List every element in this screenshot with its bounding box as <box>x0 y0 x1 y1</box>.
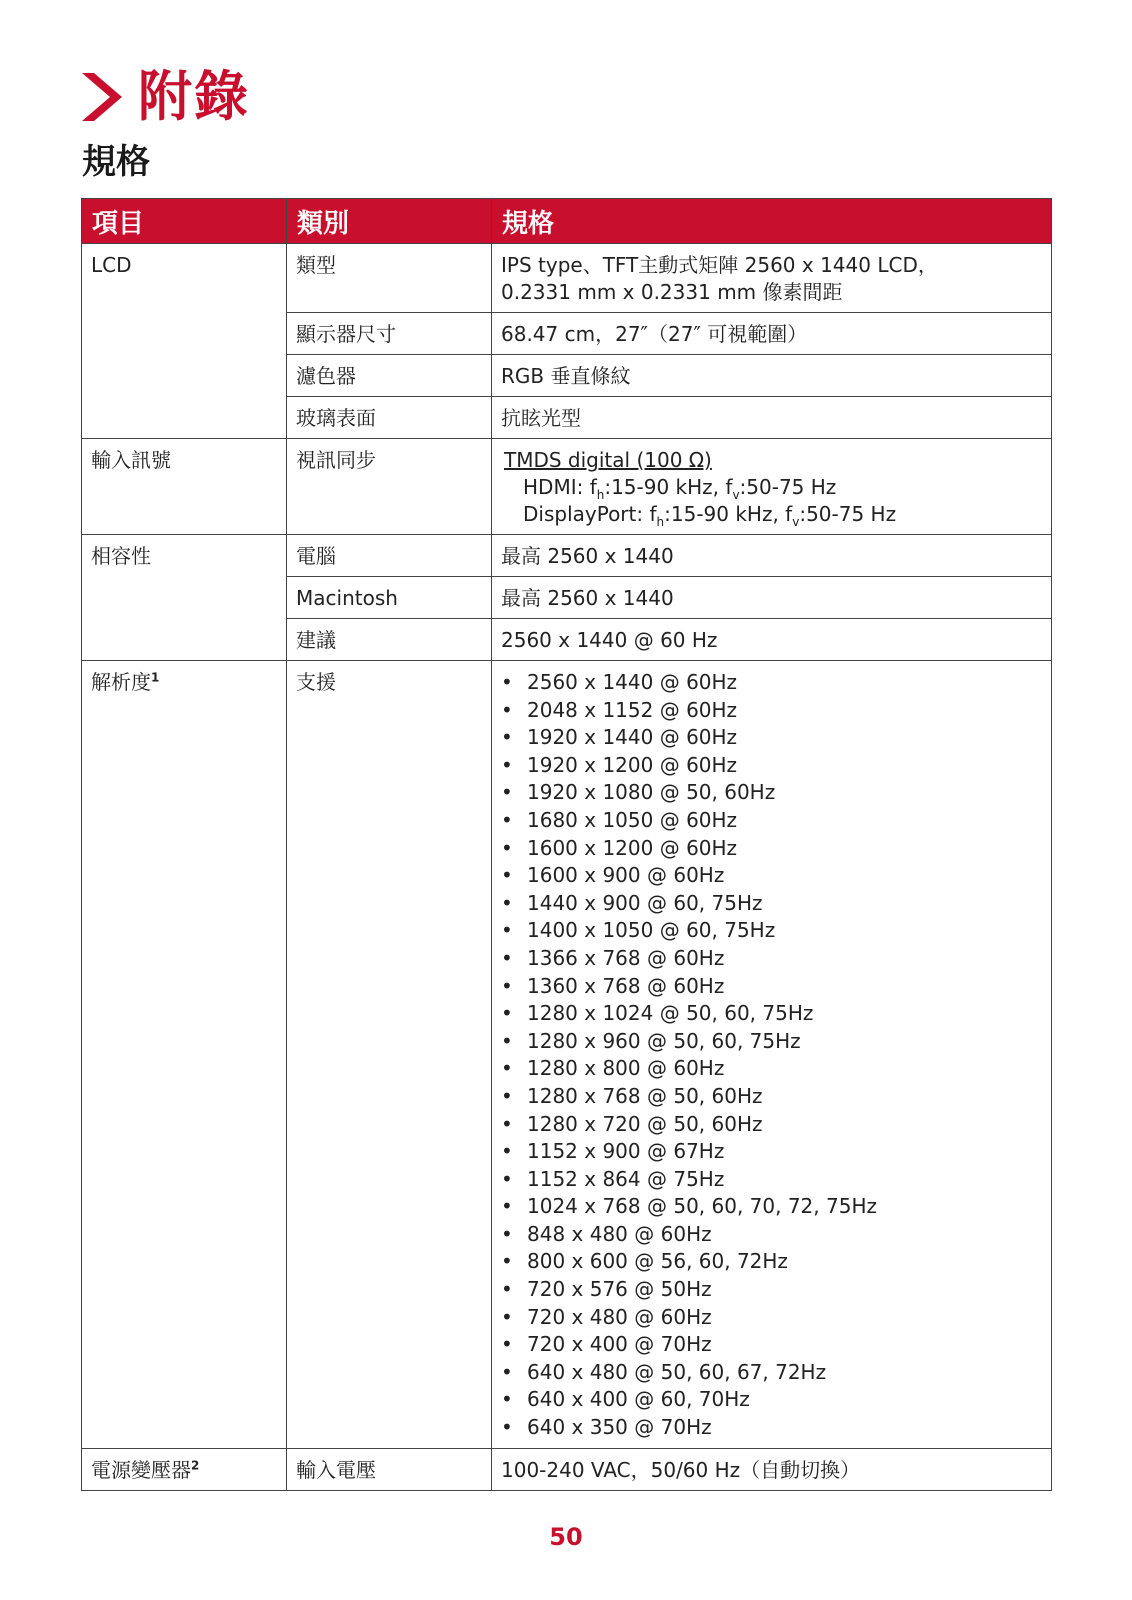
resolution-mode: 720 x 400 @ 70Hz <box>527 1332 712 1357</box>
spec-cell: 最高 2560 x 1440 <box>492 535 1052 577</box>
category-cell: 建議 <box>287 619 492 661</box>
bullet-icon: • <box>501 807 513 832</box>
bullet-icon: • <box>501 697 513 722</box>
resolution-mode: 1152 x 900 @ 67Hz <box>527 1139 725 1164</box>
resolution-mode: 1680 x 1050 @ 60Hz <box>527 807 738 832</box>
displayport-line <box>501 501 1042 528</box>
list-item <box>501 1386 1042 1414</box>
item-cell-lcd: LCD <box>82 244 287 313</box>
table-row <box>82 397 1052 439</box>
resolution-mode: 2560 x 1440 @ 60Hz <box>527 670 738 694</box>
spec-line: IPS type、TFT主動式矩陣 2560 x 1440 LCD， <box>501 253 938 277</box>
resolution-mode: 1920 x 1080 @ 50, 60Hz <box>527 780 776 805</box>
bullet-icon: • <box>501 945 513 970</box>
resolution-mode: 1280 x 800 @ 60Hz <box>527 1056 725 1081</box>
list-item <box>501 1083 1042 1111</box>
list-item <box>501 1193 1042 1221</box>
list-item <box>501 1138 1042 1166</box>
list-item <box>501 1221 1042 1249</box>
resolution-mode: 720 x 576 @ 50Hz <box>527 1277 712 1302</box>
bullet-icon: • <box>501 1221 513 1246</box>
footnote-marker: 1 <box>151 670 160 685</box>
list-item <box>501 1111 1042 1139</box>
item-cell-empty <box>82 355 287 397</box>
header-item: 項目 <box>82 199 287 244</box>
list-item <box>501 1304 1042 1332</box>
spec-cell: 100-240 VAC，50/60 Hz（自動切換） <box>492 1448 1052 1490</box>
list-item <box>501 1414 1042 1442</box>
resolution-mode: 1400 x 1050 @ 60, 75Hz <box>527 918 776 943</box>
bullet-icon: • <box>501 1277 513 1302</box>
bullet-icon: • <box>501 1083 513 1108</box>
resolution-mode: 640 x 350 @ 70Hz <box>527 1415 712 1440</box>
spec-table <box>81 198 1052 1491</box>
page-title: 附錄 <box>138 65 250 128</box>
item-cell-power <box>82 1448 287 1490</box>
resolution-mode: 1366 x 768 @ 60Hz <box>527 945 725 970</box>
list-item <box>501 917 1042 945</box>
category-cell: 支援 <box>287 661 492 1449</box>
category-cell: Macintosh <box>287 577 492 619</box>
bullet-icon: • <box>501 725 513 750</box>
resolution-mode: 1440 x 900 @ 60, 75Hz <box>527 890 763 915</box>
bullet-icon: • <box>501 1028 513 1053</box>
bullet-icon: • <box>501 1111 513 1136</box>
item-label: 解析度 <box>91 670 151 694</box>
spec-cell <box>492 661 1052 1449</box>
resolution-mode: 1280 x 1024 @ 50, 60, 75Hz <box>527 1001 814 1026</box>
bullet-icon: • <box>501 1139 513 1164</box>
bullet-icon: • <box>501 1194 513 1219</box>
item-cell-compat: 相容性 <box>82 535 287 577</box>
resolution-mode: 720 x 480 @ 60Hz <box>527 1304 712 1329</box>
hdmi-end: :50-75 Hz <box>739 475 837 499</box>
list-item <box>501 1276 1042 1304</box>
item-cell-resolution <box>82 661 287 1449</box>
subscript-v: v <box>792 515 800 529</box>
bullet-icon: • <box>501 1332 513 1357</box>
resolution-mode: 848 x 480 @ 60Hz <box>527 1221 712 1246</box>
resolution-mode: 1280 x 960 @ 50, 60, 75Hz <box>527 1028 801 1053</box>
bullet-icon: • <box>501 1387 513 1412</box>
table-row <box>82 535 1052 577</box>
bullet-icon: • <box>501 863 513 888</box>
spec-line: 0.2331 mm x 0.2331 mm 像素間距 <box>501 280 843 304</box>
table-row <box>82 244 1052 313</box>
header-spec: 規格 <box>492 199 1052 244</box>
resolution-mode: 1280 x 720 @ 50, 60Hz <box>527 1111 763 1136</box>
resolution-mode: 640 x 480 @ 50, 60, 67, 72Hz <box>527 1359 827 1384</box>
bullet-icon: • <box>501 1304 513 1329</box>
resolution-mode: 1360 x 768 @ 60Hz <box>527 973 725 998</box>
list-item <box>501 835 1042 863</box>
list-item <box>501 862 1042 890</box>
chevron-right-icon <box>80 69 124 125</box>
item-cell-empty <box>82 397 287 439</box>
list-item <box>501 752 1042 780</box>
table-row <box>82 313 1052 355</box>
list-item <box>501 1055 1042 1083</box>
bullet-icon: • <box>501 918 513 943</box>
section-subtitle: 規格 <box>82 142 150 182</box>
list-item <box>501 1028 1042 1056</box>
resolution-mode: 1024 x 768 @ 50, 60, 70, 72, 75Hz <box>527 1194 877 1219</box>
list-item <box>501 1166 1042 1194</box>
section-heading <box>80 62 250 132</box>
bullet-icon: • <box>501 973 513 998</box>
subscript-h: h <box>656 515 665 529</box>
hdmi-line <box>501 474 1042 501</box>
subscript-h: h <box>596 488 605 502</box>
item-cell-empty <box>82 619 287 661</box>
item-label: 電源變壓器 <box>91 1457 191 1482</box>
category-cell: 輸入電壓 <box>287 1448 492 1490</box>
list-item <box>501 1000 1042 1028</box>
list-item <box>501 1359 1042 1387</box>
category-cell: 玻璃表面 <box>287 397 492 439</box>
page-number: 50 <box>549 1523 583 1551</box>
resolution-mode: 1600 x 900 @ 60Hz <box>527 863 725 888</box>
dp-label: DisplayPort: f <box>523 502 657 526</box>
resolution-mode: 1152 x 864 @ 75Hz <box>527 1166 725 1191</box>
list-item <box>501 945 1042 973</box>
bullet-icon: • <box>501 780 513 805</box>
table-header-row <box>82 199 1052 244</box>
spec-cell: RGB 垂直條紋 <box>492 355 1052 397</box>
resolution-mode: 1920 x 1440 @ 60Hz <box>527 725 738 750</box>
list-item <box>501 697 1042 725</box>
spec-cell: 2560 x 1440 @ 60 Hz <box>492 619 1052 661</box>
category-cell: 視訊同步 <box>287 439 492 535</box>
category-cell: 顯示器尺寸 <box>287 313 492 355</box>
bullet-icon: • <box>501 835 513 860</box>
bullet-icon: • <box>501 1166 513 1191</box>
table-row <box>82 577 1052 619</box>
category-cell: 類型 <box>287 244 492 313</box>
table-row <box>82 355 1052 397</box>
category-cell: 濾色器 <box>287 355 492 397</box>
list-item <box>501 1248 1042 1276</box>
resolution-mode: 640 x 400 @ 60, 70Hz <box>527 1387 750 1412</box>
bullet-icon: • <box>501 1359 513 1384</box>
resolution-mode: 1920 x 1200 @ 60Hz <box>527 752 738 777</box>
bullet-icon: • <box>501 752 513 777</box>
table-row <box>82 1448 1052 1490</box>
category-cell: 電腦 <box>287 535 492 577</box>
footnote-marker: 2 <box>191 1457 200 1472</box>
table-row <box>82 619 1052 661</box>
bullet-icon: • <box>501 890 513 915</box>
bullet-icon: • <box>501 1415 513 1440</box>
item-cell-empty <box>82 313 287 355</box>
resolution-mode: 1280 x 768 @ 50, 60Hz <box>527 1083 763 1108</box>
hdmi-mid: :15-90 kHz, f <box>604 475 733 499</box>
spec-cell: 68.47 cm，27″（27″ 可視範圍） <box>492 313 1052 355</box>
subscript-v: v <box>732 488 740 502</box>
list-item <box>501 724 1042 752</box>
spec-cell <box>492 439 1052 535</box>
table-row <box>82 439 1052 535</box>
list-item <box>501 973 1042 1001</box>
item-cell-input: 輸入訊號 <box>82 439 287 535</box>
resolution-list <box>501 669 1042 1442</box>
item-cell-empty <box>82 577 287 619</box>
resolution-mode: 800 x 600 @ 56, 60, 72Hz <box>527 1249 788 1274</box>
list-item <box>501 1331 1042 1359</box>
bullet-icon: • <box>501 670 513 694</box>
spec-cell: 抗眩光型 <box>492 397 1052 439</box>
dp-mid: :15-90 kHz, f <box>664 502 793 526</box>
hdmi-label: HDMI: f <box>523 475 597 499</box>
list-item <box>501 779 1042 807</box>
table-row <box>82 661 1052 1449</box>
tmds-line: TMDS digital (100 Ω) <box>504 448 712 472</box>
header-category: 類別 <box>287 199 492 244</box>
spec-cell <box>492 244 1052 313</box>
dp-end: :50-75 Hz <box>799 502 897 526</box>
spec-cell: 最高 2560 x 1440 <box>492 577 1052 619</box>
list-item <box>501 890 1042 918</box>
bullet-icon: • <box>501 1001 513 1026</box>
resolution-mode: 2048 x 1152 @ 60Hz <box>527 697 738 722</box>
list-item <box>501 807 1042 835</box>
resolution-mode: 1600 x 1200 @ 60Hz <box>527 835 738 860</box>
bullet-icon: • <box>501 1056 513 1081</box>
bullet-icon: • <box>501 1249 513 1274</box>
list-item <box>501 669 1042 697</box>
